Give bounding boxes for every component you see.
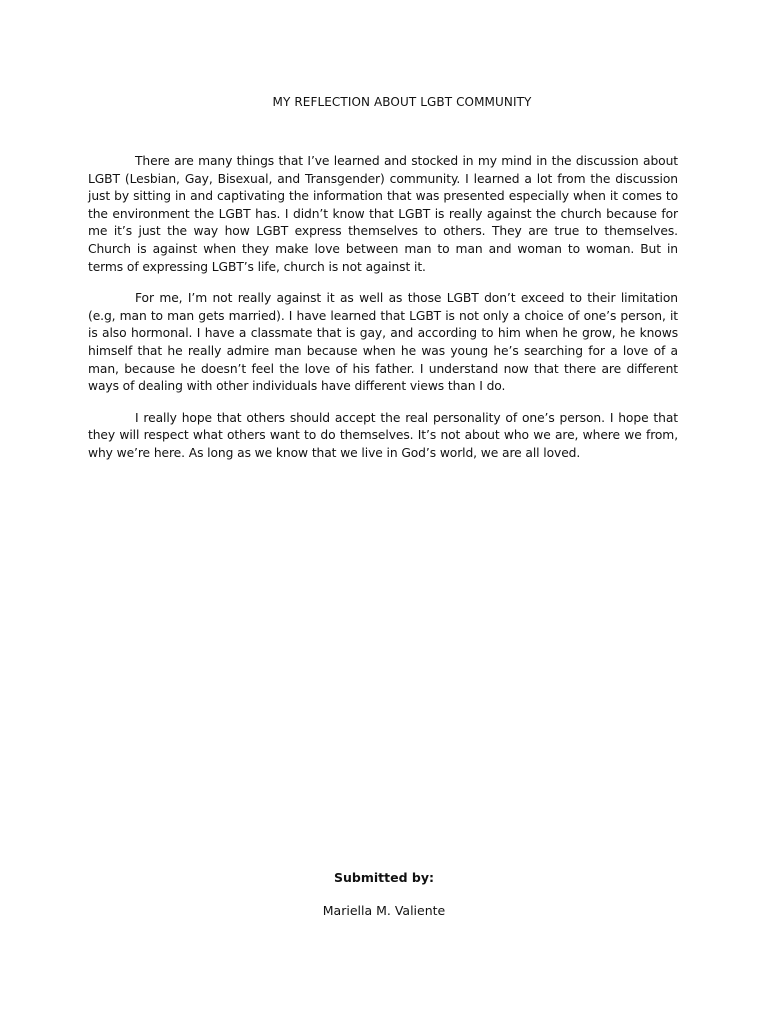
document-body [88, 153, 678, 477]
paragraph-3: I really hope that others should accept the real personality of one’s person. I hope that they will respect what others want to do themselves. It’s not about who we are, where we from, why we’re here. As long as we know that we live in God’s world, we are all loved. [88, 410, 678, 460]
paragraph-2: For me, I’m not really against it as well as those LGBT don’t exceed to their limitation (e.g, man to man gets married). I have learned that LGBT is not only a choice of one’s person, it is also hormonal. I have a classmate that is gay, and according to him when he grow, he knows himself that he really admire man because when he was young he’s searching for a love of a man, because he doesn’t feel the love of his father. I understand now that there are different ways of dealing with other individuals have different views than I do. [88, 291, 678, 394]
submitted-by-label: Submitted by: [334, 870, 434, 885]
document-title: MY REFLECTION ABOUT LGBT COMMUNITY [272, 95, 532, 109]
paragraph-1: There are many things that I’ve learned and stocked in my mind in the discussion about LGBT (Lesbian, Gay, Bisexual, and Transgender) community. I learned a lot from the discussion just by sitting in and captivating the information that was presented especially when it comes to the environment the LGBT has. I didn’t know that LGBT is really against the church because for me it’s just the way how LGBT express themselves to others. They are true to themselves. Church is against when they make love between man to man and woman to woman. But in terms of expressing LGBT’s life, church is not against it. [88, 154, 678, 274]
author-name: Mariella M. Valiente [322, 903, 446, 918]
